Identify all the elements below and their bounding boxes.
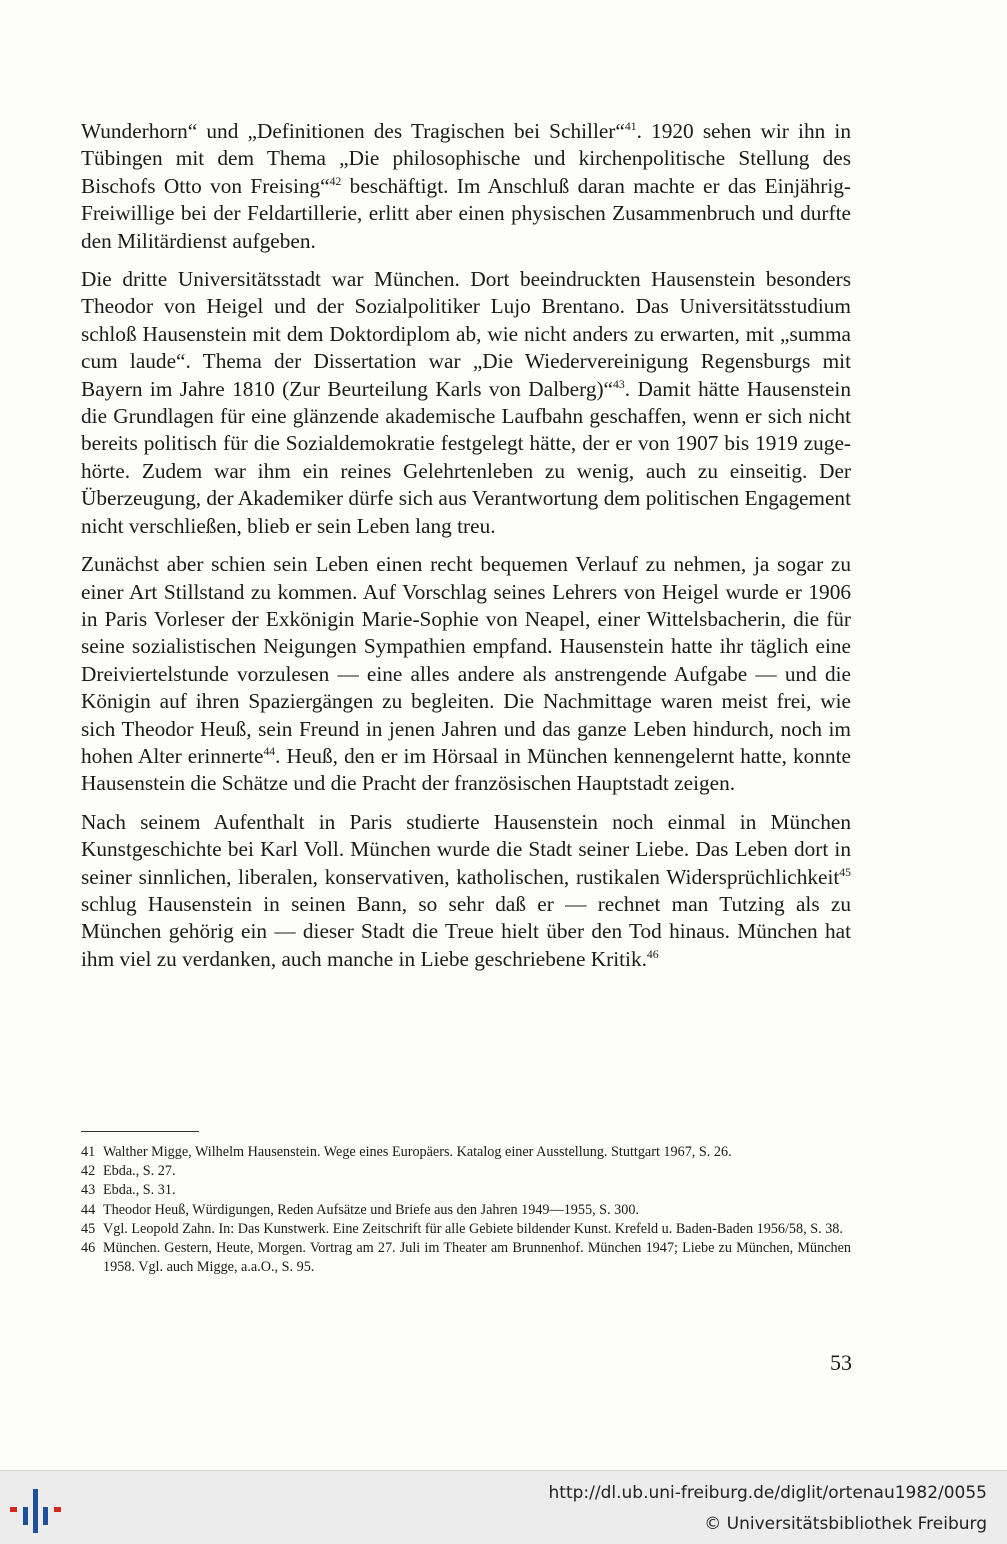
- body-text: [81, 118, 851, 984]
- footnote-44: [81, 1201, 851, 1220]
- footnote-46: [81, 1239, 851, 1277]
- footnote-number: 46: [81, 1240, 96, 1257]
- footer-copyright: © Universitätsbibliothek Freiburg: [704, 1514, 987, 1534]
- footnote-ref-44[interactable]: 44: [263, 744, 276, 758]
- footnote-text: Ebda., S. 27.: [103, 1163, 176, 1180]
- footnotes: [81, 1143, 851, 1277]
- footnote-text: Ebda., S. 31.: [103, 1182, 176, 1199]
- paragraph-1: Wunderhorn“ und „Definitionen des Tragischen bei Schiller“$^{41}$. 1920 sehen wir ihn in Tübingen mit dem Thema „Die philosophische und kirchenpolitische Stellung des Bischofs Otto von Freising“$^{42}$ beschäftigt. Im Anschluß daran machte er das Einjährig-Freiwillige bei der Feldartillerie, erlitt aber einen physischen Zusammenbruch und durfte den Militärdienst aufgeben.: [81, 119, 851, 253]
- footnote-number: 42: [81, 1163, 96, 1180]
- paragraph-4: Nach seinem Aufenthalt in Paris studierte Hausenstein noch einmal in München Kunstgeschichte bei Karl Voll. München wurde die Stadt seiner Liebe. Das Leben dort in seiner sinnlichen, liberalen, konservativen, katholischen, rustikalen Widersprüchlichkeit$^{45}$ schlug Hausenstein in seinen Bann, so sehr daß er — rechnet man Tutzing als zu München gehörig ein — dieser Stadt die Treue hielt über den Tod hinaus. München hat ihm viel zu verdanken, auch manche in Liebe geschriebene Kritik.$^{46}$: [81, 809, 851, 971]
- footnote-separator: [81, 1131, 199, 1132]
- footnote-45: [81, 1220, 851, 1239]
- paragraph-2: Die dritte Universitätsstadt war München. Dort beeindruckten Hausenstein besonders Theodor von Heigel und der Sozialpolitiker Lujo Brentano. Das Universitätsstudium schloß Hausenstein mit dem Doktordiplom ab, wie nicht anders zu erwarten, mit „summa cum laude“. Thema der Dissertation war „Die Wiedervereinigung Regensburgs mit Bayern im Jahre 1810 (Zur Beurteilung Karls von Dalberg)“$^{43}$. Damit hätte Hausenstein die Grundlagen für eine glänzende akademische Laufbahn geschaffen, wenn er sich nicht bereits politisch für die Sozialdemokratie festgelegt hätte, der er von 1907 bis 1919 zugehörte. Zudem war ihm ein reines Gelehrtenleben zu wenig, auch zu einseitig. Der Überzeugung, der Akademiker dürfe sich aus Verantwortung dem politischen Engagement nicht verschließen, blieb er sein Leben lang treu.: [81, 267, 851, 538]
- footnote-number: 41: [81, 1144, 96, 1160]
- ub-freiburg-logo-icon[interactable]: [8, 1483, 68, 1535]
- footnote-number: 43: [81, 1182, 96, 1199]
- footer-url-link[interactable]: http://dl.ub.uni-freiburg.de/diglit/ortenau1982/0055: [548, 1483, 987, 1503]
- footnote-43: [81, 1181, 851, 1200]
- paragraph-3: Zunächst aber schien sein Leben einen recht bequemen Verlauf zu nehmen, ja sogar zu einer Art Stillstand zu kommen. Auf Vorschlag seines Lehrers von Heigel wurde er 1906 in Paris Vorleser der Exkönigin Marie-Sophie von Neapel, einer Wittelsbacherin, die für seine sozialistischen Neigungen Sympathien empfand. Hausenstein hatte ihr täglich eine Dreiviertelstunde vorzulesen — eine alles andere als anstrengende Aufgabe — und die Königin auf ihren Spaziergängen zu begleiten. Die Nachmittage waren meist frei, wie sich Theodor Heuß, sein Freund in jenen Jahren und das ganze Leben hindurch, noch im hohen Alter erinnerte$^{44}$. Heuß, den er im Hörsaal in München kennengelernt hatte, konnte Hausenstein die Schätze und die Pracht der französischen Hauptstadt zeigen.: [81, 552, 851, 796]
- footnote-text: Walther Migge, Wilhelm Hausenstein. Wege eines Europäers. Katalog einer Ausstellung. Stuttgart 1967, S. 26.: [103, 1144, 732, 1160]
- footnote-ref-45[interactable]: 45: [839, 865, 851, 879]
- footnote-number: 45: [81, 1220, 96, 1237]
- footnote-text: Vgl. Leopold Zahn. In: Das Kunstwerk. Eine Zeitschrift für alle Gebiete bildender Kunst. Krefeld u. Baden-Baden 1956/58, S. 38.: [103, 1220, 843, 1237]
- footnote-number: 44: [81, 1201, 96, 1218]
- footnote-41: [81, 1143, 851, 1162]
- footer-bar: [0, 1470, 1007, 1544]
- footnote-ref-41[interactable]: 41: [624, 119, 637, 133]
- footnote-ref-46[interactable]: 46: [646, 947, 659, 961]
- footnote-text: Theodor Heuß, Würdigungen, Reden Aufsätze und Briefe aus den Jahren 1949—1955, S. 300.: [103, 1201, 639, 1218]
- page-number: 53: [830, 1350, 852, 1375]
- footnote-42: [81, 1162, 851, 1181]
- footnote-ref-42[interactable]: 42: [329, 174, 342, 188]
- footnote-ref-43[interactable]: 43: [613, 377, 625, 391]
- footnote-text: München. Gestern, Heute, Morgen. Vortrag am 27. Juli im Theater am Brunnenhof. München 1947; Liebe zu München, München 1958. Vgl. auch Migge, a.a.O., S. 95.: [103, 1240, 851, 1276]
